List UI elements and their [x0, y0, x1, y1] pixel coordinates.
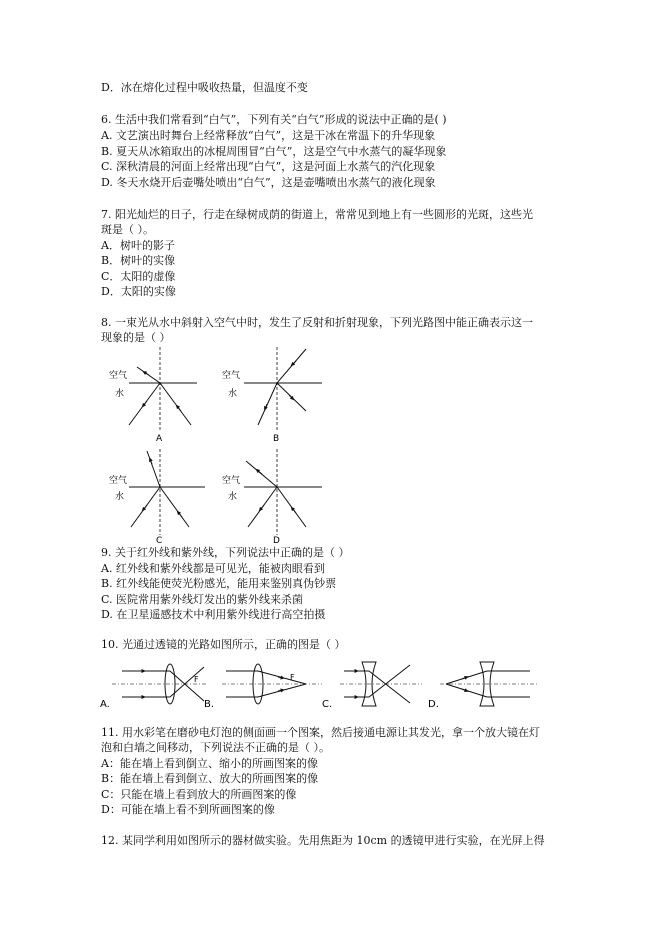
q8c-water-label: 水	[115, 492, 125, 502]
q8a-letter: A	[156, 434, 163, 444]
q10b-letter: B.	[204, 699, 215, 710]
q8-figure-d	[218, 447, 338, 547]
q8c-air-label: 空气	[109, 476, 128, 486]
q8d-ray-water-left-arrow	[260, 505, 264, 510]
q9-option-d: D. 在卫星遥感技术中利用紫外线进行高空拍摄	[101, 608, 326, 621]
q8-figure-b	[218, 345, 338, 445]
q8-figure-c	[101, 447, 221, 547]
q8d-water-label: 水	[228, 492, 238, 502]
q10b-focus-label: F	[290, 673, 295, 682]
q11-option-a: A：能在墙上看到倒立、缩小的所画图案的像	[101, 757, 318, 770]
q8d-ray-air-arrow	[257, 470, 262, 474]
q6-option-a: A. 文艺演出时舞台上经常释放“白气”，这是干冰在常温下的升华现象	[101, 129, 436, 142]
q8a-incident-arrow	[177, 406, 181, 411]
q11-stem-line1: 11. 用水彩笔在磨砂电灯泡的侧面画一个图案，然后接通电源让其发光，拿一个放大镜在灯	[101, 726, 540, 739]
q7-option-c: C．太阳的虚像	[101, 270, 176, 283]
q10d-letter: D.	[428, 699, 439, 710]
q10-figure-d	[428, 662, 538, 710]
q9-option-b: B. 红外线能使荧光粉感光，能用来鉴别真伪钞票	[101, 577, 337, 590]
q8a-water-label: 水	[115, 389, 125, 399]
q8d-air-label: 空气	[222, 476, 241, 486]
q8b-letter: B	[273, 434, 280, 444]
q8-figure-a	[101, 345, 221, 445]
q10-lens-figures	[100, 655, 560, 710]
q8c-ray-air	[147, 451, 160, 487]
q10-figure-c	[322, 662, 422, 710]
q12-stem: 12. 某同学利用如图所示的器材做实验。先用焦距为 10cm 的透镜甲进行实验，在光屏上得	[101, 834, 545, 847]
q9-option-c: C. 医院常用紫外线灯发出的紫外线来杀菌	[101, 593, 304, 606]
q11-option-b: B：能在墙上看到倒立、放大的所画图案的像	[101, 772, 319, 785]
q7-option-d: D．太阳的实像	[101, 285, 176, 298]
q8c-ray-water-right-arrow	[178, 512, 182, 517]
q11-option-c: C：只能在墙上看到放大的所画图案的像	[101, 788, 297, 801]
q10c-ray-top-out	[369, 671, 410, 703]
q7-option-b: B．树叶的实像	[101, 254, 176, 267]
q8d-ray-water-right-arrow	[292, 508, 296, 513]
q6-option-c: C. 深秋清晨的河面上经常出现“白气”，这是河面上水蒸气的汽化现象	[101, 160, 436, 173]
q10c-ray-bottom-out	[369, 665, 410, 697]
q8a-air-label: 空气	[109, 371, 128, 381]
q6-option-d: D. 冬天水烧开后壶嘴处喷出“白气”，这是壶嘴喷出水蒸气的液化现象	[101, 176, 436, 189]
q10a-letter: A.	[100, 699, 110, 710]
q8-stem-line2: 现象的是（ ）	[101, 331, 171, 344]
q10-figure-b	[204, 664, 322, 710]
q8c-ray-water-left-arrow	[143, 505, 147, 510]
q8b-ray-water-right-arrow	[289, 395, 293, 399]
q11-stem-line2: 泡和白墙之间移动，下列说法不正确的是（ ）。	[101, 741, 330, 754]
q8-stem-line1: 8. 一束光从水中斜射入空气中时，发生了反射和折射现象，下列光路图中能正确表示这一	[101, 316, 533, 329]
q7-stem-line2: 斑是（ ）。	[101, 223, 154, 236]
q8a-incident-ray	[160, 383, 191, 425]
q8c-letter: C	[156, 536, 163, 546]
q8c-ray-water-right	[160, 487, 189, 527]
q8a-reflected-arrow	[143, 401, 147, 406]
q8d-letter: D	[273, 536, 280, 546]
q8d-ray-water-right	[277, 487, 306, 527]
q8b-ray-water-left	[258, 383, 277, 425]
q10c-letter: C.	[322, 699, 333, 710]
q8b-ray-air-arrow	[292, 361, 296, 365]
q10-stem: 10. 光通过透镜的光路如图所示，正确的图是（ ）	[101, 638, 346, 651]
q8b-air-label: 空气	[222, 371, 241, 381]
q9-stem: 9. 关于红外线和紫外线，下列说法中正确的是（ ）	[101, 546, 350, 559]
q8b-water-label: 水	[228, 389, 238, 399]
q7-option-a: A．树叶的影子	[101, 239, 175, 252]
q9-option-a: A. 红外线和紫外线都是可见光，能被肉眼看到	[101, 562, 325, 575]
q7-stem-line1: 7. 阳光灿烂的日子，行走在绿树成荫的街道上，常常见到地上有一些圆形的光斑，这些光	[101, 208, 533, 221]
q10a-focus-label: F	[194, 675, 199, 684]
q10-figure-a	[100, 664, 208, 710]
q8b-ray-air	[277, 349, 306, 383]
q6-stem: 6. 生活中我们常看到“白气”，下列有关“白气”形成的说法中正确的是( )	[101, 113, 447, 126]
q8a-refracted-arrow	[144, 372, 149, 375]
q6-option-b: B. 夏天从冰箱取出的冰棍周围冒“白气”，这是空气中水蒸气的凝华现象	[101, 145, 447, 158]
q5-option-d: D．冰在熔化过程中吸收热量，但温度不变	[101, 81, 308, 94]
q11-option-d: D：可能在墙上看不到所画图案的像	[101, 803, 275, 816]
